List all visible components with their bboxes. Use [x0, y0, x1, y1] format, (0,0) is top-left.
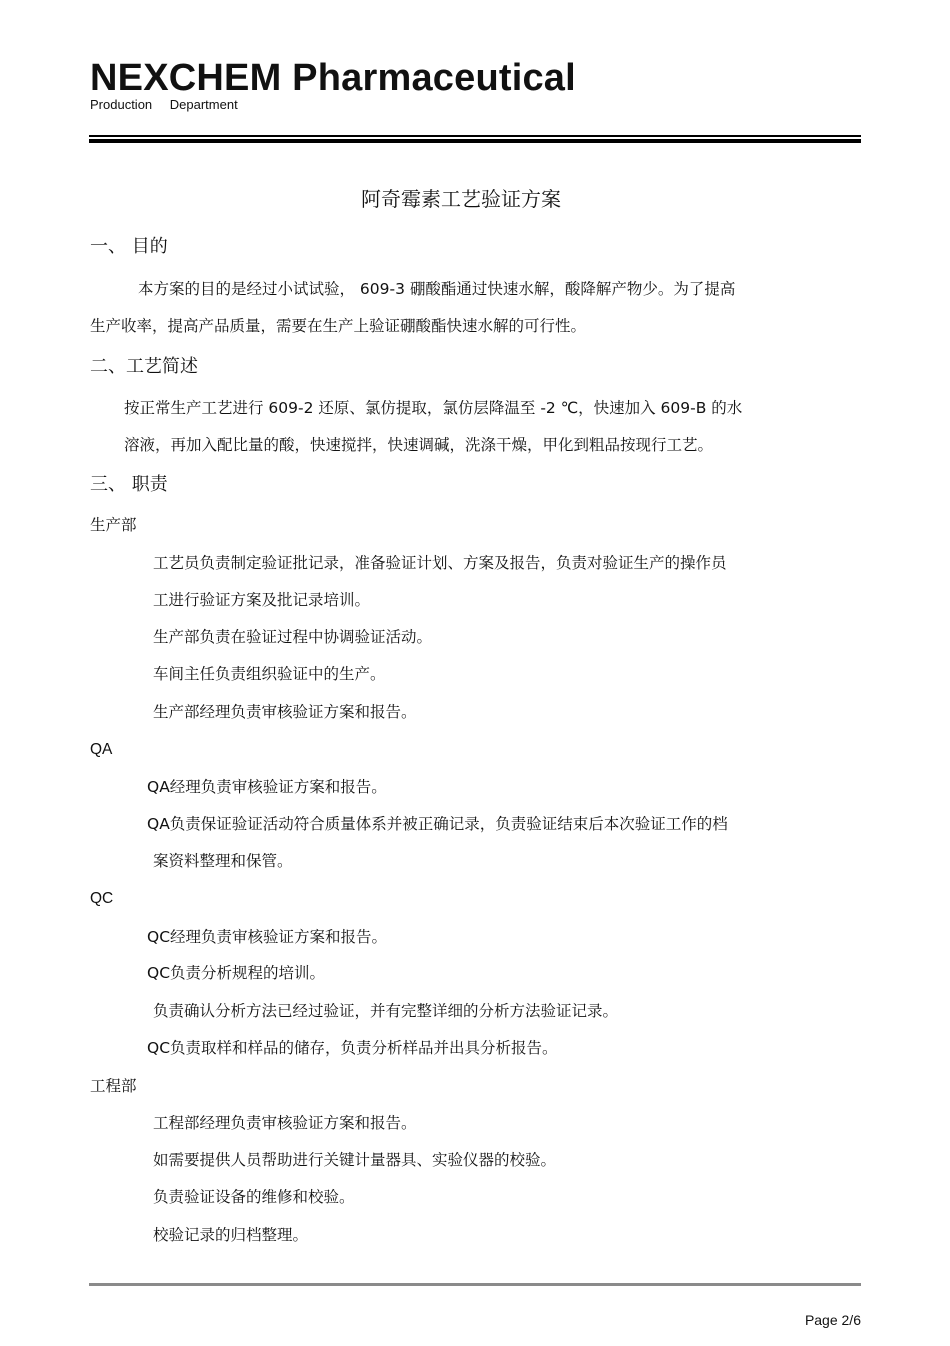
- process-line-1: 按正常生产工艺进行 609-2 还原、氯仿提取，氯仿层降温至 -2 ℃，快速加入 609-B 的水: [124, 399, 743, 417]
- dept-label-qa: QA: [90, 741, 113, 758]
- section-heading-purpose: 一、 目的: [90, 236, 168, 257]
- header-rule-thick: [89, 139, 861, 143]
- header-rule-thin: [89, 135, 861, 137]
- dept-label-production: 生产部: [90, 516, 137, 534]
- dept-label-qc: QC: [90, 890, 114, 907]
- document-title: 阿奇霉素工艺验证方案: [361, 187, 561, 211]
- qa-item-2-cont: 案资料整理和保管。: [153, 852, 293, 870]
- dept-label-engineering: 工程部: [90, 1077, 137, 1095]
- production-item-4: 生产部经理负责审核验证方案和报告。: [153, 703, 417, 721]
- engineering-item-2: 如需要提供人员帮助进行关键计量器具、实验仪器的校验。: [153, 1151, 557, 1169]
- section-heading-responsibilities: 三、 职责: [90, 474, 168, 495]
- production-item-1-cont: 工进行验证方案及批记录培训。: [153, 591, 371, 609]
- purpose-line-1: 本方案的目的是经过小试试验， 609-3 硼酸酯通过快速水解，酸降解产物少。为了提高: [138, 280, 736, 298]
- footer-rule: [89, 1283, 861, 1286]
- company-name: NEXCHEM Pharmaceutical: [90, 57, 576, 99]
- qa-item-1: QA经理负责审核验证方案和报告。: [147, 778, 387, 796]
- qc-item-3: 负责确认分析方法已经过验证，并有完整详细的分析方法验证记录。: [153, 1002, 619, 1020]
- engineering-item-1: 工程部经理负责审核验证方案和报告。: [153, 1114, 417, 1132]
- qc-item-1: QC经理负责审核验证方案和报告。: [147, 928, 388, 946]
- qc-item-4: QC负责取样和样品的储存，负责分析样品并出具分析报告。: [147, 1039, 558, 1057]
- process-line-2: 溶液，再加入配比量的酸，快速搅拌，快速调碱，洗涤干燥，甲化到粗品按现行工艺。: [124, 436, 714, 454]
- department-name: Production Department: [90, 97, 238, 112]
- production-item-1: 工艺员负责制定验证批记录，准备验证计划、方案及报告，负责对验证生产的操作员: [153, 554, 727, 572]
- section-heading-process: 二、工艺简述: [90, 356, 198, 377]
- qc-item-2: QC负责分析规程的培训。: [147, 964, 326, 982]
- engineering-item-3: 负责验证设备的维修和校验。: [153, 1188, 355, 1206]
- engineering-item-4: 校验记录的归档整理。: [153, 1226, 309, 1244]
- production-item-3: 车间主任负责组织验证中的生产。: [153, 665, 386, 683]
- page-number: Page 2/6: [804, 1312, 861, 1328]
- purpose-line-2: 生产收率，提高产品质量，需要在生产上验证硼酸酯快速水解的可行性。: [90, 317, 587, 335]
- production-item-2: 生产部负责在验证过程中协调验证活动。: [153, 628, 433, 646]
- qa-item-2: QA负责保证验证活动符合质量体系并被正确记录，负责验证结束后本次验证工作的档: [147, 815, 728, 833]
